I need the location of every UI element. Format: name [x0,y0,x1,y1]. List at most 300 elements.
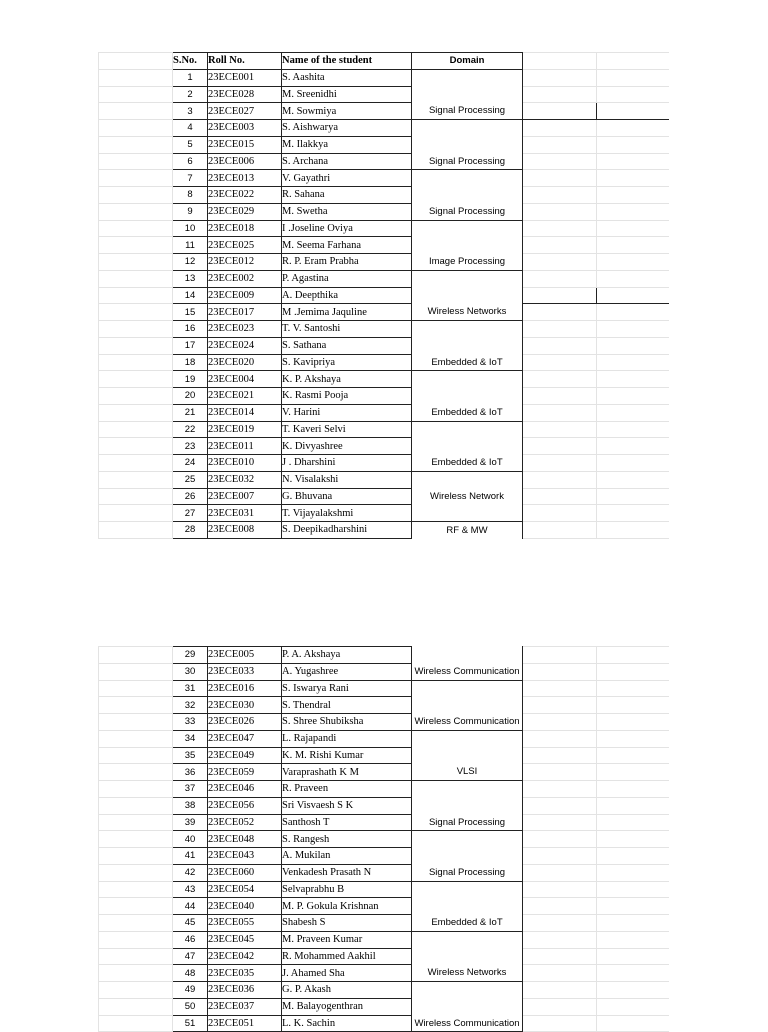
roll-no-cell[interactable]: 23ECE027 [208,103,282,120]
empty-cell[interactable] [523,455,597,472]
student-name-cell[interactable]: S. Sathana [282,337,412,354]
student-name-cell[interactable]: S. Shree Shubiksha [282,714,412,731]
empty-cell[interactable] [99,697,173,714]
domain-cell[interactable] [412,69,523,86]
empty-cell[interactable] [523,764,597,781]
sno-cell[interactable]: 23 [173,438,208,455]
empty-cell[interactable] [523,69,597,86]
empty-cell[interactable] [597,203,670,220]
student-name-cell[interactable]: I .Joseline Oviya [282,220,412,237]
student-name-cell[interactable]: S. Rangesh [282,831,412,848]
domain-cell[interactable]: Signal Processing [412,153,523,170]
empty-cell[interactable] [523,781,597,798]
sno-cell[interactable]: 20 [173,388,208,405]
header-student-name[interactable]: Name of the student [282,53,412,70]
empty-cell[interactable] [99,187,173,204]
roll-no-cell[interactable]: 23ECE030 [208,697,282,714]
domain-cell[interactable] [412,898,523,915]
sno-cell[interactable]: 1 [173,69,208,86]
student-name-cell[interactable]: S. Iswarya Rani [282,680,412,697]
domain-cell[interactable]: Wireless Networks [412,965,523,982]
roll-no-cell[interactable]: 23ECE052 [208,814,282,831]
student-name-cell[interactable]: R. Sahana [282,187,412,204]
sno-cell[interactable]: 48 [173,965,208,982]
roll-no-cell[interactable]: 23ECE019 [208,421,282,438]
domain-cell[interactable] [412,982,523,999]
empty-cell[interactable] [99,663,173,680]
roll-no-cell[interactable]: 23ECE051 [208,1015,282,1032]
empty-cell[interactable] [99,86,173,103]
empty-cell[interactable] [597,371,670,388]
student-name-cell[interactable]: T. Kaveri Selvi [282,421,412,438]
empty-cell[interactable] [99,455,173,472]
domain-cell[interactable]: Signal Processing [412,203,523,220]
student-name-cell[interactable]: M. Swetha [282,203,412,220]
empty-cell[interactable] [523,881,597,898]
roll-no-cell[interactable]: 23ECE025 [208,237,282,254]
empty-cell[interactable] [523,814,597,831]
empty-cell[interactable] [99,848,173,865]
sno-cell[interactable]: 16 [173,321,208,338]
empty-cell[interactable] [99,421,173,438]
student-name-cell[interactable]: S. Thendral [282,697,412,714]
roll-no-cell[interactable]: 23ECE012 [208,254,282,271]
empty-cell[interactable] [523,831,597,848]
roll-no-cell[interactable]: 23ECE024 [208,337,282,354]
domain-cell[interactable] [412,321,523,338]
sno-cell[interactable]: 8 [173,187,208,204]
student-name-cell[interactable]: J. Ahamed Sha [282,965,412,982]
student-name-cell[interactable]: S. Deepikadharshini [282,522,412,539]
empty-cell[interactable] [99,814,173,831]
student-name-cell[interactable]: S. Aishwarya [282,120,412,137]
student-name-cell[interactable]: S. Archana [282,153,412,170]
header-domain[interactable]: Domain [412,53,523,70]
student-name-cell[interactable]: A. Deepthika [282,287,412,304]
student-name-cell[interactable]: Shabesh S [282,915,412,932]
empty-cell[interactable] [523,86,597,103]
domain-cell[interactable]: RF & MW [412,522,523,539]
domain-cell[interactable] [412,881,523,898]
empty-cell[interactable] [99,254,173,271]
student-name-cell[interactable]: G. Bhuvana [282,488,412,505]
empty-cell[interactable] [99,680,173,697]
roll-no-cell[interactable]: 23ECE055 [208,915,282,932]
domain-cell[interactable] [412,187,523,204]
sno-cell[interactable]: 49 [173,982,208,999]
roll-no-cell[interactable]: 23ECE033 [208,663,282,680]
empty-cell[interactable] [99,287,173,304]
sno-cell[interactable]: 15 [173,304,208,321]
sno-cell[interactable]: 18 [173,354,208,371]
sno-cell[interactable]: 45 [173,915,208,932]
empty-cell[interactable] [597,680,670,697]
empty-cell[interactable] [523,254,597,271]
empty-cell[interactable] [597,270,670,287]
empty-cell[interactable] [523,697,597,714]
sno-cell[interactable]: 27 [173,505,208,522]
domain-cell[interactable] [412,220,523,237]
empty-cell[interactable] [99,103,173,120]
sno-cell[interactable]: 40 [173,831,208,848]
domain-cell[interactable]: Image Processing [412,254,523,271]
student-name-cell[interactable]: G. P. Akash [282,982,412,999]
student-name-cell[interactable]: L. K. Sachin [282,1015,412,1032]
empty-cell[interactable] [523,53,597,70]
roll-no-cell[interactable]: 23ECE031 [208,505,282,522]
empty-cell[interactable] [99,522,173,539]
sno-cell[interactable]: 43 [173,881,208,898]
roll-no-cell[interactable]: 23ECE045 [208,931,282,948]
empty-cell[interactable] [523,421,597,438]
empty-cell[interactable] [99,881,173,898]
domain-cell[interactable] [412,170,523,187]
empty-cell[interactable] [597,488,670,505]
sno-cell[interactable]: 47 [173,948,208,965]
empty-cell[interactable] [99,220,173,237]
empty-cell[interactable] [597,421,670,438]
empty-cell[interactable] [99,1015,173,1032]
empty-cell[interactable] [99,170,173,187]
roll-no-cell[interactable]: 23ECE015 [208,136,282,153]
empty-cell[interactable] [597,965,670,982]
student-name-cell[interactable]: M. Ilakkya [282,136,412,153]
empty-cell[interactable] [99,471,173,488]
roll-no-cell[interactable]: 23ECE049 [208,747,282,764]
student-name-cell[interactable]: J . Dharshini [282,455,412,472]
empty-cell[interactable] [597,647,670,664]
empty-cell[interactable] [99,898,173,915]
empty-cell[interactable] [597,714,670,731]
empty-cell[interactable] [597,354,670,371]
domain-cell[interactable]: Embedded & IoT [412,354,523,371]
roll-no-cell[interactable]: 23ECE014 [208,404,282,421]
empty-cell[interactable] [523,730,597,747]
empty-cell[interactable] [523,864,597,881]
empty-cell[interactable] [99,153,173,170]
domain-cell[interactable] [412,237,523,254]
student-name-cell[interactable]: V. Harini [282,404,412,421]
sno-cell[interactable]: 13 [173,270,208,287]
domain-cell[interactable] [412,747,523,764]
empty-cell[interactable] [523,522,597,539]
roll-no-cell[interactable]: 23ECE010 [208,455,282,472]
empty-cell[interactable] [597,69,670,86]
empty-cell[interactable] [523,898,597,915]
roll-no-cell[interactable]: 23ECE026 [208,714,282,731]
empty-cell[interactable] [597,120,670,137]
empty-cell[interactable] [99,337,173,354]
empty-cell[interactable] [99,120,173,137]
empty-cell[interactable] [597,170,670,187]
sno-cell[interactable]: 34 [173,730,208,747]
empty-cell[interactable] [523,153,597,170]
sno-cell[interactable]: 37 [173,781,208,798]
domain-cell[interactable] [412,505,523,522]
empty-cell[interactable] [523,203,597,220]
sno-cell[interactable]: 50 [173,998,208,1015]
sno-cell[interactable]: 28 [173,522,208,539]
student-name-cell[interactable]: P. Agastina [282,270,412,287]
student-name-cell[interactable]: M. P. Gokula Krishnan [282,898,412,915]
sno-cell[interactable]: 19 [173,371,208,388]
roll-no-cell[interactable]: 23ECE028 [208,86,282,103]
domain-cell[interactable] [412,848,523,865]
empty-cell[interactable] [597,697,670,714]
empty-cell[interactable] [597,404,670,421]
domain-cell[interactable] [412,998,523,1015]
sno-cell[interactable]: 14 [173,287,208,304]
student-name-cell[interactable]: M. Sreenidhi [282,86,412,103]
domain-cell[interactable]: Embedded & IoT [412,455,523,472]
student-name-cell[interactable]: P. A. Akshaya [282,647,412,664]
student-name-cell[interactable]: A. Mukilan [282,848,412,865]
domain-cell[interactable] [412,831,523,848]
roll-no-cell[interactable]: 23ECE046 [208,781,282,798]
empty-cell[interactable] [99,270,173,287]
student-name-cell[interactable]: T. V. Santoshi [282,321,412,338]
roll-no-cell[interactable]: 23ECE036 [208,982,282,999]
empty-cell[interactable] [99,948,173,965]
empty-cell[interactable] [523,220,597,237]
empty-cell[interactable] [99,69,173,86]
empty-cell[interactable] [597,898,670,915]
domain-cell[interactable]: VLSI [412,764,523,781]
sno-cell[interactable]: 38 [173,797,208,814]
empty-cell[interactable] [523,680,597,697]
roll-no-cell[interactable]: 23ECE017 [208,304,282,321]
sno-cell[interactable]: 26 [173,488,208,505]
roll-no-cell[interactable]: 23ECE004 [208,371,282,388]
empty-cell[interactable] [99,438,173,455]
roll-no-cell[interactable]: 23ECE043 [208,848,282,865]
domain-cell[interactable]: Wireless Communication [412,1015,523,1032]
empty-cell[interactable] [99,136,173,153]
domain-cell[interactable] [412,388,523,405]
student-name-cell[interactable]: M. Seema Farhana [282,237,412,254]
empty-cell[interactable] [597,287,670,304]
sno-cell[interactable]: 29 [173,647,208,664]
sno-cell[interactable]: 35 [173,747,208,764]
empty-cell[interactable] [597,136,670,153]
sno-cell[interactable]: 25 [173,471,208,488]
empty-cell[interactable] [523,915,597,932]
roll-no-cell[interactable]: 23ECE011 [208,438,282,455]
empty-cell[interactable] [99,371,173,388]
empty-cell[interactable] [597,86,670,103]
roll-no-cell[interactable]: 23ECE013 [208,170,282,187]
student-name-cell[interactable]: R. P. Eram Prabha [282,254,412,271]
sno-cell[interactable]: 39 [173,814,208,831]
empty-cell[interactable] [597,220,670,237]
empty-cell[interactable] [99,730,173,747]
student-name-cell[interactable]: M. Sowmiya [282,103,412,120]
empty-cell[interactable] [99,354,173,371]
roll-no-cell[interactable]: 23ECE060 [208,864,282,881]
roll-no-cell[interactable]: 23ECE023 [208,321,282,338]
sno-cell[interactable]: 12 [173,254,208,271]
roll-no-cell[interactable]: 23ECE016 [208,680,282,697]
empty-cell[interactable] [523,647,597,664]
roll-no-cell[interactable]: 23ECE006 [208,153,282,170]
empty-cell[interactable] [523,136,597,153]
empty-cell[interactable] [99,404,173,421]
sno-cell[interactable]: 36 [173,764,208,781]
empty-cell[interactable] [597,103,670,120]
student-name-cell[interactable]: V. Gayathri [282,170,412,187]
student-name-cell[interactable]: Varaprashath K M [282,764,412,781]
roll-no-cell[interactable]: 23ECE003 [208,120,282,137]
student-name-cell[interactable]: Santhosh T [282,814,412,831]
domain-cell[interactable]: Wireless Communication [412,663,523,680]
empty-cell[interactable] [597,814,670,831]
domain-cell[interactable] [412,471,523,488]
roll-no-cell[interactable]: 23ECE035 [208,965,282,982]
sno-cell[interactable]: 22 [173,421,208,438]
empty-cell[interactable] [597,998,670,1015]
empty-cell[interactable] [523,931,597,948]
student-name-cell[interactable]: K. Rasmi Pooja [282,388,412,405]
empty-cell[interactable] [597,948,670,965]
empty-cell[interactable] [523,337,597,354]
empty-cell[interactable] [597,438,670,455]
empty-cell[interactable] [523,404,597,421]
sno-cell[interactable]: 21 [173,404,208,421]
empty-cell[interactable] [523,998,597,1015]
sno-cell[interactable]: 17 [173,337,208,354]
sno-cell[interactable]: 11 [173,237,208,254]
empty-cell[interactable] [597,522,670,539]
domain-cell[interactable]: Wireless Network [412,488,523,505]
empty-cell[interactable] [99,488,173,505]
domain-cell[interactable]: Wireless Communication [412,714,523,731]
empty-cell[interactable] [99,915,173,932]
empty-cell[interactable] [597,254,670,271]
empty-cell[interactable] [99,505,173,522]
student-name-cell[interactable]: K. P. Akshaya [282,371,412,388]
empty-cell[interactable] [597,1015,670,1032]
domain-cell[interactable] [412,337,523,354]
sno-cell[interactable]: 44 [173,898,208,915]
domain-cell[interactable]: Embedded & IoT [412,915,523,932]
empty-cell[interactable] [523,371,597,388]
empty-cell[interactable] [523,848,597,865]
student-name-cell[interactable]: Sri Visvaesh S K [282,797,412,814]
domain-cell[interactable]: Wireless Networks [412,304,523,321]
empty-cell[interactable] [523,354,597,371]
sno-cell[interactable]: 51 [173,1015,208,1032]
empty-cell[interactable] [523,170,597,187]
roll-no-cell[interactable]: 23ECE032 [208,471,282,488]
domain-cell[interactable] [412,680,523,697]
sno-cell[interactable]: 31 [173,680,208,697]
empty-cell[interactable] [523,287,597,304]
student-name-cell[interactable]: T. Vijayalakshmi [282,505,412,522]
empty-cell[interactable] [99,764,173,781]
empty-cell[interactable] [99,998,173,1015]
roll-no-cell[interactable]: 23ECE018 [208,220,282,237]
empty-cell[interactable] [597,764,670,781]
student-name-cell[interactable]: K. M. Rishi Kumar [282,747,412,764]
domain-cell[interactable] [412,948,523,965]
empty-cell[interactable] [99,864,173,881]
empty-cell[interactable] [597,781,670,798]
sno-cell[interactable]: 42 [173,864,208,881]
domain-cell[interactable] [412,697,523,714]
empty-cell[interactable] [597,831,670,848]
domain-cell[interactable] [412,287,523,304]
empty-cell[interactable] [597,153,670,170]
roll-no-cell[interactable]: 23ECE029 [208,203,282,220]
empty-cell[interactable] [99,931,173,948]
student-name-cell[interactable]: Selvaprabhu B [282,881,412,898]
empty-cell[interactable] [597,388,670,405]
roll-no-cell[interactable]: 23ECE008 [208,522,282,539]
domain-cell[interactable] [412,797,523,814]
roll-no-cell[interactable]: 23ECE005 [208,647,282,664]
empty-cell[interactable] [99,714,173,731]
domain-cell[interactable] [412,371,523,388]
domain-cell[interactable] [412,270,523,287]
empty-cell[interactable] [597,304,670,321]
roll-no-cell[interactable]: 23ECE047 [208,730,282,747]
roll-no-cell[interactable]: 23ECE040 [208,898,282,915]
domain-cell[interactable] [412,421,523,438]
empty-cell[interactable] [523,488,597,505]
sno-cell[interactable]: 5 [173,136,208,153]
domain-cell[interactable]: Embedded & IoT [412,404,523,421]
empty-cell[interactable] [597,337,670,354]
roll-no-cell[interactable]: 23ECE037 [208,998,282,1015]
student-name-cell[interactable]: R. Praveen [282,781,412,798]
roll-no-cell[interactable]: 23ECE009 [208,287,282,304]
domain-cell[interactable] [412,438,523,455]
student-name-cell[interactable]: S. Aashita [282,69,412,86]
empty-cell[interactable] [597,931,670,948]
empty-cell[interactable] [99,304,173,321]
student-name-cell[interactable]: N. Visalakshi [282,471,412,488]
domain-cell[interactable] [412,86,523,103]
domain-cell[interactable] [412,931,523,948]
roll-no-cell[interactable]: 23ECE022 [208,187,282,204]
domain-cell[interactable] [412,647,523,664]
empty-cell[interactable] [99,982,173,999]
empty-cell[interactable] [99,781,173,798]
student-name-cell[interactable]: A. Yugashree [282,663,412,680]
sno-cell[interactable]: 9 [173,203,208,220]
sno-cell[interactable]: 6 [173,153,208,170]
empty-cell[interactable] [99,647,173,664]
sno-cell[interactable]: 7 [173,170,208,187]
empty-cell[interactable] [523,663,597,680]
empty-cell[interactable] [597,505,670,522]
domain-cell[interactable] [412,730,523,747]
empty-cell[interactable] [523,965,597,982]
sno-cell[interactable]: 4 [173,120,208,137]
empty-cell[interactable] [597,881,670,898]
empty-cell[interactable] [523,948,597,965]
empty-cell[interactable] [597,848,670,865]
student-name-cell[interactable]: Venkadesh Prasath N [282,864,412,881]
roll-no-cell[interactable]: 23ECE020 [208,354,282,371]
student-name-cell[interactable]: M .Jemima Jaquline [282,304,412,321]
sno-cell[interactable]: 30 [173,663,208,680]
sno-cell[interactable]: 3 [173,103,208,120]
empty-cell[interactable] [99,831,173,848]
sno-cell[interactable]: 2 [173,86,208,103]
empty-cell[interactable] [523,237,597,254]
empty-cell[interactable] [523,103,597,120]
